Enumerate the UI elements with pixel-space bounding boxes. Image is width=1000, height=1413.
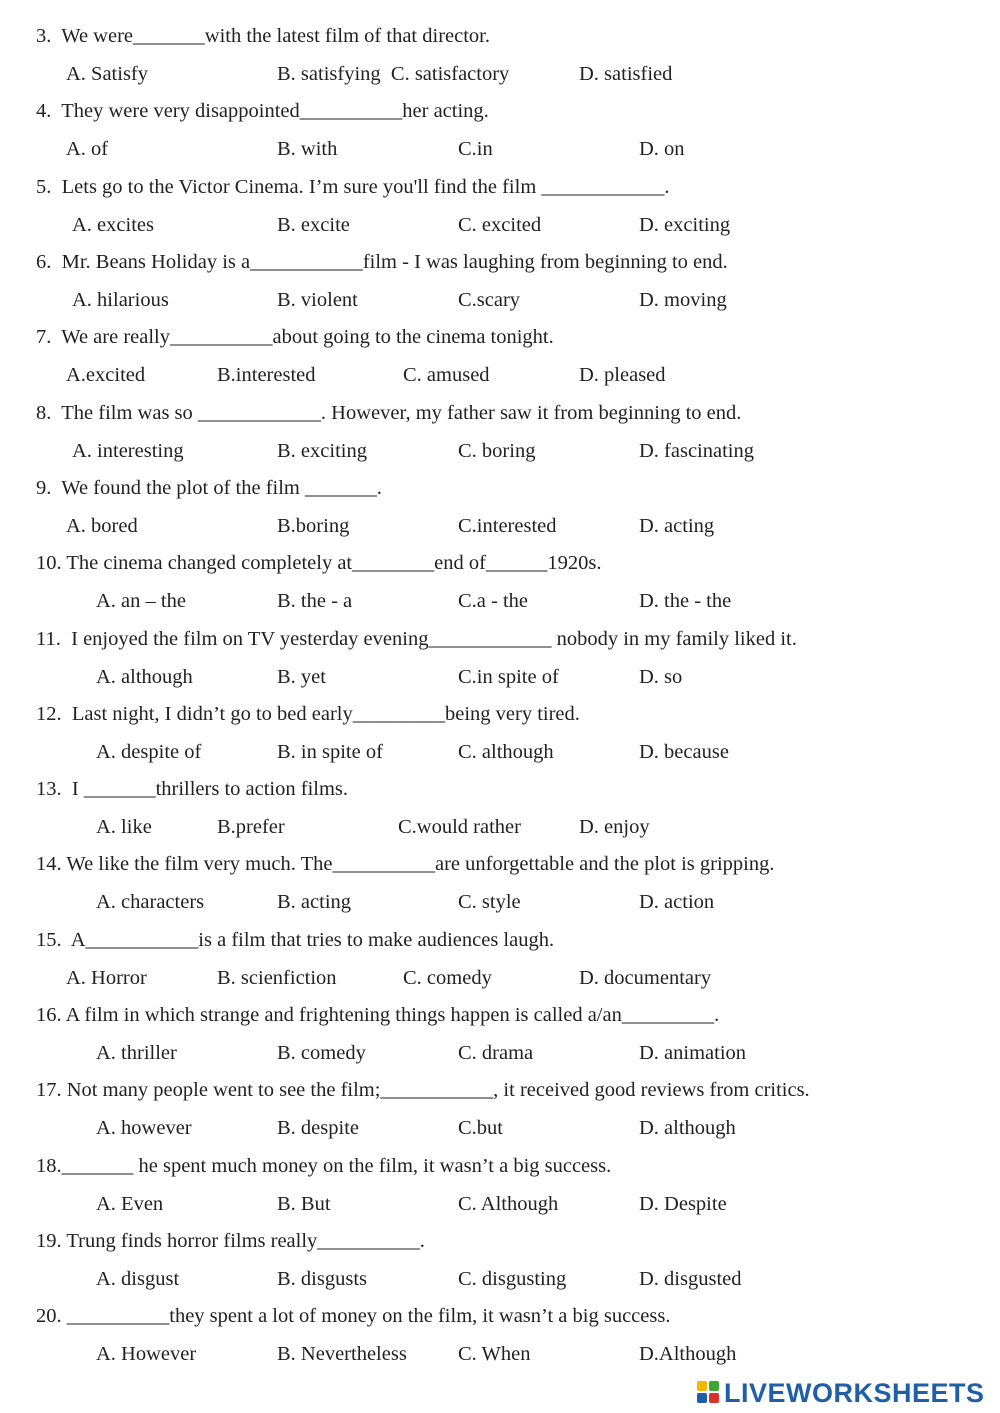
answer-option[interactable]: B. satisfying C. satisfactory — [277, 63, 510, 85]
answer-option[interactable]: C.a - the — [458, 590, 529, 612]
answer-option[interactable]: C.scary — [458, 289, 521, 311]
question-stem: 18._______ he spent much money on the film, it wasn’t a big success. — [36, 1155, 612, 1177]
answer-option[interactable]: A. however — [96, 1117, 192, 1139]
answer-option[interactable]: B. the - a — [277, 590, 353, 612]
answer-option[interactable]: A. interesting — [72, 440, 184, 462]
answer-option[interactable]: B. excite — [277, 214, 350, 236]
question-stem: 8. The film was so ____________. However, my father saw it from beginning to end. — [36, 402, 742, 424]
answer-option[interactable]: D. documentary — [579, 967, 712, 989]
answer-option[interactable]: A. disgust — [96, 1268, 180, 1290]
question-stem: 7. We are really__________about going to the cinema tonight. — [36, 326, 554, 348]
question-stem: 6. Mr. Beans Holiday is a___________film - I was laughing from beginning to end. — [36, 251, 728, 273]
answer-option[interactable]: C. excited — [458, 214, 542, 236]
answer-option[interactable]: D. action — [639, 891, 715, 913]
answer-option[interactable]: C.in — [458, 138, 493, 160]
answer-option[interactable]: C.in spite of — [458, 666, 559, 688]
answer-option[interactable]: B. acting — [277, 891, 352, 913]
answer-option[interactable]: D. because — [639, 741, 729, 763]
logo-text: LIVEWORKSHEETS — [724, 1377, 985, 1408]
answer-option[interactable]: C.would rather — [398, 816, 521, 838]
question-stem: 13. I _______thrillers to action films. — [36, 778, 349, 800]
question-stem: 14. We like the film very much. The__________are unforgettable and the plot is gripping. — [36, 853, 775, 875]
answer-option[interactable]: C. amused — [403, 364, 490, 386]
answer-option[interactable]: A. Satisfy — [66, 63, 148, 85]
answer-option[interactable]: D. animation — [639, 1042, 747, 1064]
question-stem: 19. Trung finds horror films really__________. — [36, 1230, 425, 1252]
answer-option[interactable]: A.excited — [66, 364, 146, 386]
answer-option[interactable]: D. moving — [639, 289, 727, 311]
answer-option[interactable]: B. But — [277, 1193, 331, 1215]
answer-option[interactable]: A. bored — [66, 515, 138, 537]
answer-option[interactable]: A. despite of — [96, 741, 202, 763]
answer-option[interactable]: B.boring — [277, 515, 350, 537]
question-stem: 5. Lets go to the Victor Cinema. I’m sure you'll find the film ____________. — [36, 176, 670, 198]
answer-option[interactable]: D. so — [639, 666, 683, 688]
question-stem: 3. We were_______with the latest film of that director. — [36, 25, 490, 47]
answer-option[interactable]: A. However — [96, 1343, 197, 1365]
answer-option[interactable]: D. Despite — [639, 1193, 727, 1215]
answer-option[interactable]: C. style — [458, 891, 521, 913]
answer-option[interactable]: D. although — [639, 1117, 736, 1139]
answer-option[interactable]: D. fascinating — [639, 440, 754, 462]
answer-option[interactable]: C. drama — [458, 1042, 534, 1064]
answer-option[interactable]: B.prefer — [217, 816, 285, 838]
answer-option[interactable]: D. disgusted — [639, 1268, 742, 1290]
answer-option[interactable]: C. Although — [458, 1193, 559, 1215]
answer-option[interactable]: B. exciting — [277, 440, 367, 462]
answer-option[interactable]: B. Nevertheless — [277, 1343, 407, 1365]
question-stem: 9. We found the plot of the film _______. — [36, 477, 382, 499]
answer-option[interactable]: A. Even — [96, 1193, 164, 1215]
answer-option[interactable]: D. enjoy — [579, 816, 650, 838]
answer-option[interactable]: B. comedy — [277, 1042, 366, 1064]
answer-option[interactable]: A. like — [96, 816, 152, 838]
answer-option[interactable]: D. satisfied — [579, 63, 673, 85]
answer-option[interactable]: C. boring — [458, 440, 536, 462]
liveworksheets-logo-icon — [697, 1381, 721, 1405]
liveworksheets-logo — [697, 1377, 985, 1409]
answer-option[interactable]: B. yet — [277, 666, 326, 688]
question-stem: 17. Not many people went to see the film;___________, it received good reviews from critics. — [36, 1079, 810, 1101]
answer-option[interactable]: D. the - the — [639, 590, 732, 612]
answer-option[interactable]: B. despite — [277, 1117, 359, 1139]
question-stem: 16. A film in which strange and frightening things happen is called a/an_________. — [36, 1004, 720, 1026]
answer-option[interactable]: C. When — [458, 1343, 531, 1365]
answer-option[interactable]: B. scienfiction — [217, 967, 337, 989]
answer-option[interactable]: B. disgusts — [277, 1268, 367, 1290]
answer-option[interactable]: A. excites — [72, 214, 154, 236]
question-stem: 10. The cinema changed completely at________end of______1920s. — [36, 552, 602, 574]
question-stem: 12. Last night, I didn’t go to bed early_________being very tired. — [36, 703, 580, 725]
answer-option[interactable]: C. comedy — [403, 967, 492, 989]
answer-option[interactable]: A. hilarious — [72, 289, 169, 311]
answer-option[interactable]: C. although — [458, 741, 554, 763]
answer-option[interactable]: A. Horror — [66, 967, 147, 989]
question-stem: 4. They were very disappointed__________her acting. — [36, 100, 489, 122]
answer-option[interactable]: D.Although — [639, 1343, 737, 1365]
answer-option[interactable]: A. an – the — [96, 590, 186, 612]
answer-option[interactable]: D. on — [639, 138, 685, 160]
answer-option[interactable]: C. disgusting — [458, 1268, 567, 1290]
question-stem: 15. A___________is a film that tries to make audiences laugh. — [36, 929, 555, 951]
answer-option[interactable]: D. acting — [639, 515, 715, 537]
answer-option[interactable]: A. characters — [96, 891, 205, 913]
answer-option[interactable]: B.interested — [217, 364, 316, 386]
answer-option[interactable]: B. violent — [277, 289, 358, 311]
question-stem: 11. I enjoyed the film on TV yesterday evening____________ nobody in my family liked it. — [36, 628, 797, 650]
answer-option[interactable]: D. pleased — [579, 364, 666, 386]
answer-option[interactable]: B. with — [277, 138, 338, 160]
answer-option[interactable]: A. of — [66, 138, 109, 160]
answer-option[interactable]: C.but — [458, 1117, 503, 1139]
answer-option[interactable]: B. in spite of — [277, 741, 383, 763]
answer-option[interactable]: C.interested — [458, 515, 557, 537]
question-stem: 20. __________they spent a lot of money on the film, it wasn’t a big success. — [36, 1305, 671, 1327]
answer-option[interactable]: A. although — [96, 666, 193, 688]
answer-option[interactable]: D. exciting — [639, 214, 731, 236]
answer-option[interactable]: A. thriller — [96, 1042, 177, 1064]
